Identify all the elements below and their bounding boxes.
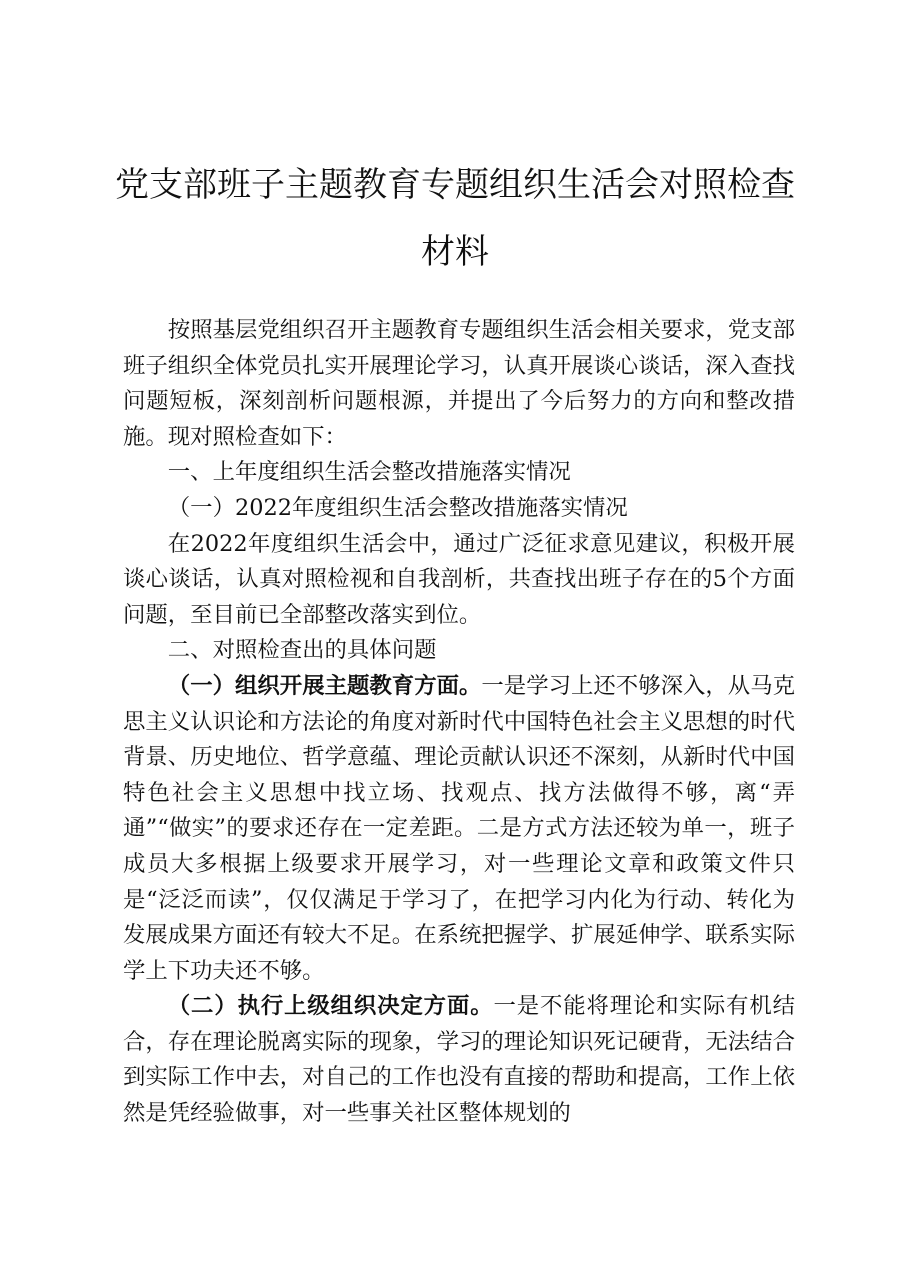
section2-item2-lead: （二）执行上级组织决定方面。 xyxy=(167,993,494,1020)
section1-heading: 一、上年度组织生活会整改措施落实情况 xyxy=(167,459,571,486)
section2-item1-paragraph xyxy=(123,669,795,989)
section2-item1-lead: （一）组织开展主题教育方面。 xyxy=(167,672,482,699)
section2-item2-paragraph xyxy=(123,989,795,1131)
section2-item2-text: 一是不能将理论和实际有机结合，存在理论脱离实际的现象，学习的理论知识死记硬背，无法结合到实际工作中去，对自己的工作也没有直接的帮助和提高，工作上依然是凭经验做事，对一些事关社区整体规划的 xyxy=(123,993,796,1127)
section1-sub1-heading: （一）2022年度组织生活会整改措施落实情况 xyxy=(167,494,628,521)
document-title-line2: 材料 xyxy=(421,232,489,272)
document-title-line1: 党支部班子主题教育专题组织生活会对照检查 xyxy=(115,165,795,205)
document-body xyxy=(123,313,795,1132)
section2-item1-text: 一是学习上还不够深入，从马克思主义认识论和方法论的角度对新时代中国特色社会主义思想的时代背景、历史地位、哲学意蕴、理论贡献认识还不深刻，从新时代中国特色社会主义思想中找立场、找观点、找方法做得不够，离“弄通”“做实”的要求还存在一定差距。二是方式方法还较为单一，班子成员大多根据上级要求开展学习，对一些理论文章和政策文件只是“泛泛而读”，仅仅满足于学习了，在把学习内化为行动、转化为发展成果方面还有较大不足。在系统把握学、扩展延伸学、联系实际学上下功夫还不够。 xyxy=(123,672,796,984)
section1-sub1-paragraph: 在2022年度组织生活会中，通过广泛征求意见建议，积极开展谈心谈话，认真对照检视和自我剖析，共查找出班子存在的5个方面问题，至目前已全部整改落实到位。 xyxy=(123,530,795,628)
intro-paragraph: 按照基层党组织召开主题教育专题组织生活会相关要求，党支部班子组织全体党员扎实开展理论学习，认真开展谈心谈话，深入查找问题短板，深刻剖析问题根源，并提出了今后努力的方向和整改措施。现对照检查如下： xyxy=(123,317,795,450)
section2-heading: 二、对照检查出的具体问题 xyxy=(167,637,437,664)
